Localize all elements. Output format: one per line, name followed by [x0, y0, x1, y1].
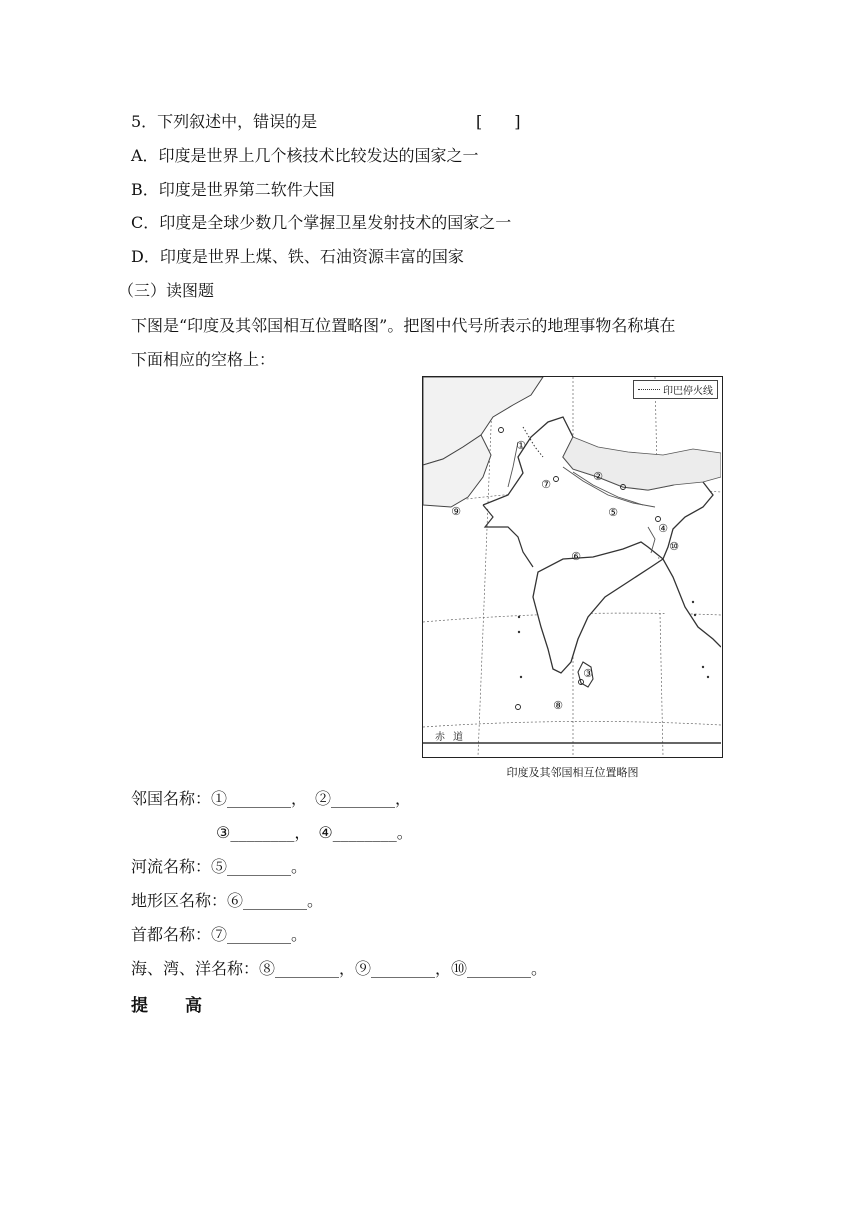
section-intro-line2: 下面相应的空格上： [131, 350, 276, 369]
marker-5: ⑤ [608, 506, 618, 519]
capital-blank: 首都名称：⑦________。 [131, 925, 308, 944]
equator-label: 赤道 [435, 732, 471, 743]
marker-10: ⑩ [669, 540, 679, 553]
option-d: D．印度是世界上煤、铁、石油资源丰富的国家 [131, 247, 464, 266]
marker-1: ① [516, 439, 526, 452]
marker-2: ② [593, 470, 603, 483]
marker-4: ④ [658, 522, 668, 535]
marker-8: ⑧ [553, 699, 563, 712]
map-legend [633, 380, 718, 399]
landform-blank: 地形区名称：⑥________。 [131, 891, 324, 910]
marker-6: ⑥ [571, 550, 581, 563]
question-5-stem: 5．下列叙述中，错误的是 [131, 112, 318, 131]
ceasefire-line-icon [638, 389, 660, 390]
neighbors-line-1: 邻国名称：①________， ②________， [131, 789, 412, 808]
river-blank: 河流名称：⑤________。 [131, 857, 308, 876]
section-intro-line1: 下图是“印度及其邻国相互位置略图”。把图中代号所表示的地理事物名称填在 [131, 316, 676, 335]
neighbors-line-2: ③________， ④________。 [216, 823, 413, 842]
map-drawing [423, 377, 721, 756]
india-map [422, 376, 723, 758]
legend-label: 印巴停火线 [663, 386, 713, 397]
option-c: C．印度是全球少数几个掌握卫星发射技术的国家之一 [131, 213, 512, 232]
seas-blank: 海、湾、洋名称：⑧________，⑨________，⑩________。 [131, 959, 548, 978]
marker-3: ③ [583, 667, 593, 680]
section-title: （三）读图题 [118, 281, 215, 300]
marker-9: ⑨ [451, 505, 461, 518]
marker-7: ⑦ [541, 478, 551, 491]
map-caption: 印度及其邻国相互位置略图 [506, 766, 639, 779]
answer-bracket: [ ] [476, 112, 521, 131]
option-a: A．印度是世界上几个核技术比较发达的国家之一 [131, 146, 479, 165]
option-b: B．印度是世界第二软件大国 [131, 180, 335, 199]
next-section-heading: 提 高 [131, 996, 212, 1016]
